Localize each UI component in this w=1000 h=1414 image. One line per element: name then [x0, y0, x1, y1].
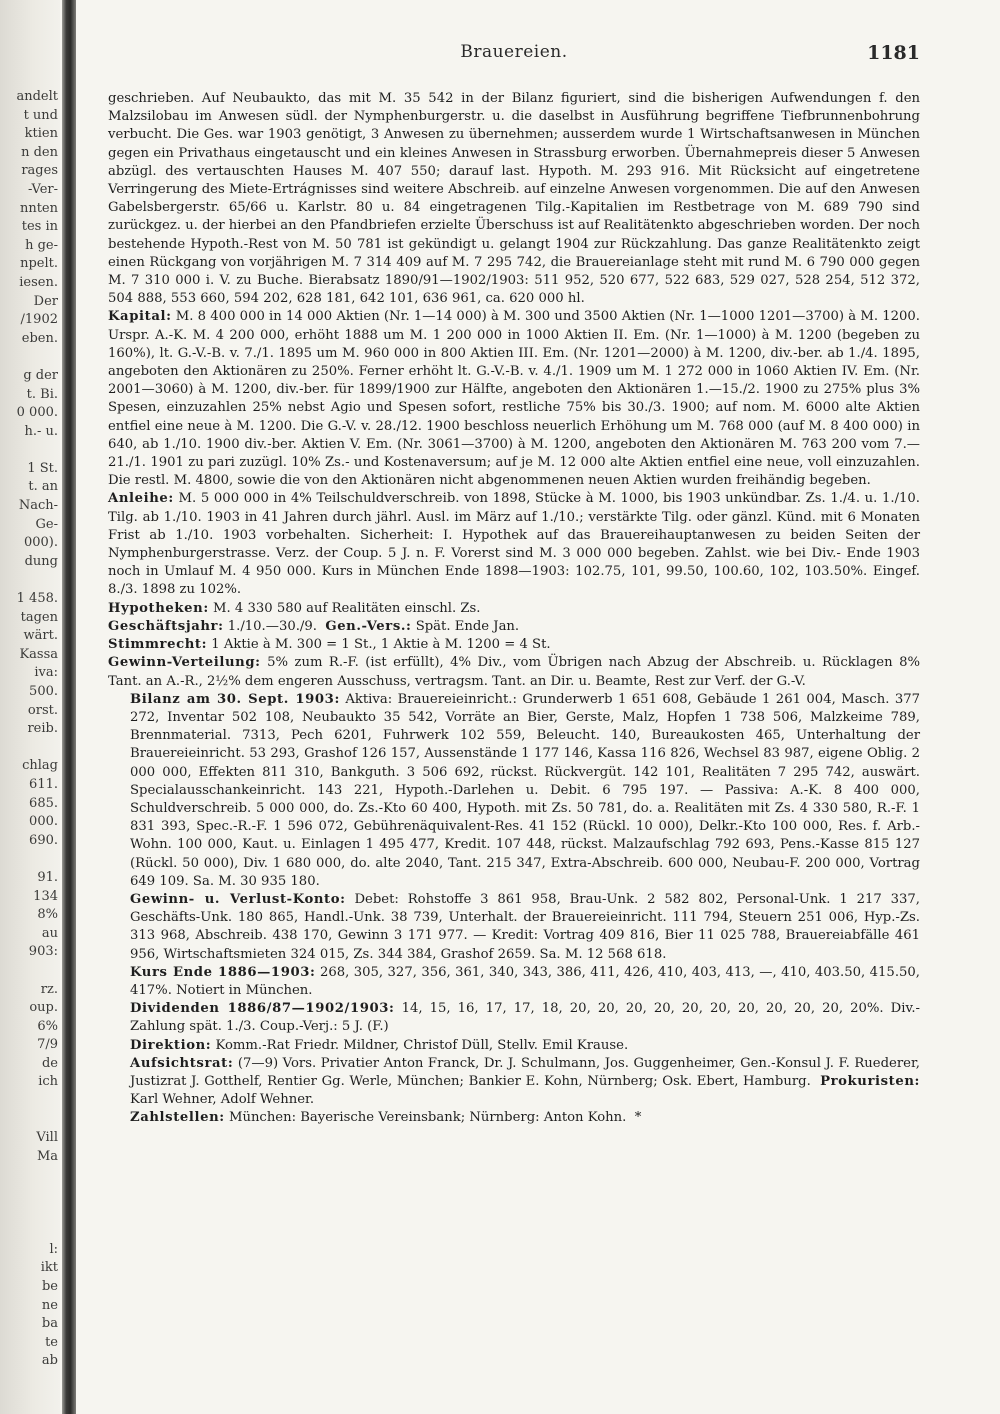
zahlstellen-label: Zahlstellen: [130, 1110, 225, 1126]
previous-page-fragment [0, 1092, 58, 1111]
dividenden-text: 14, 15, 16, 17, 17, 18, 20, 20, 20, 20, 20, 20, 20, 20, 20, 20, 20%. Div.-Zahlung spät. 1./3. Coup.-Verj.: 5 J. (F.) [130, 1001, 920, 1035]
stimmrecht-section [108, 636, 920, 654]
direktion-section [108, 1037, 920, 1055]
hypotheken-text: M. 4 330 580 auf Realitäten einschl. Zs. [208, 600, 481, 616]
previous-page-fragment: Ge- [35, 516, 58, 532]
previous-page-fragment: l: [49, 1241, 58, 1257]
bilanz-section [108, 691, 920, 891]
previous-page-fragment: npelt. [20, 256, 58, 272]
previous-page-fragment [0, 962, 58, 981]
previous-page-fragment [0, 1111, 58, 1130]
gewinn-verteilung-label: Gewinn-Verteilung: [108, 655, 261, 671]
previous-page-fragment: 0 000. [16, 405, 58, 421]
previous-page-fragment: g der [23, 367, 58, 383]
previous-page-fragment [0, 739, 58, 758]
page-number: 1181 [867, 42, 920, 64]
hypotheken-section [108, 600, 920, 618]
previous-page-fragment: ktien [24, 126, 58, 142]
aufsichtsrat-text: (7—9) Vors. Privatier Anton Franck, Dr. J. Schulmann, Jos. Guggenheimer, Gen.-Konsul J. F. Ruederer, Justizrat J. Gotthelf, Rentier Gg. Werle, München; Bankier E. Kohn, Nürnberg; Osk. Ebert, Hamburg. [130, 1055, 920, 1089]
previous-page-fragment: te [45, 1334, 58, 1350]
previous-page-fragment: Vill [36, 1130, 58, 1146]
bilanz-label: Bilanz am 30. Sept. 1903: [130, 691, 340, 707]
previous-page-fragment [0, 1222, 58, 1241]
previous-page-fragment: t. an [28, 479, 58, 495]
prokuristen-label: Prokuristen: [820, 1073, 920, 1089]
previous-page-fragment: h.- u. [24, 423, 58, 439]
previous-page-fragment: h ge- [25, 237, 58, 253]
dividenden-label: Dividenden 1886/87—1902/1903: [130, 1001, 395, 1017]
previous-page-fragment: 91. [37, 869, 58, 885]
previous-page-fragment [0, 571, 58, 590]
previous-page-fragment: 000). [23, 535, 58, 551]
genvers-label: Gen.-Vers.: [325, 618, 412, 634]
previous-page-fragment: chlag [22, 758, 58, 774]
geschaeftsjahr-label: Geschäftsjahr: [108, 618, 224, 634]
zahlstellen-section [108, 1109, 920, 1127]
bilanz-text: Aktiva: Brauereieinricht.: Grunderwerb 1 651 608, Gebäude 1 261 004, Masch. 377 272, Inventar 502 108, Neubaukto 35 542, Vorräte an Bier, Gerste, Malz, Hopfen 1 738 506, Malzkeime 789, Brennmaterial. 7313, Pech 6201, Fuhrwerk 102 559, Beleucht. 140, Bureaukosten 465, Unterhaltung der Brauereieinricht. 53 293, Grashof 126 157, Aussenstände 1 177 146, Kassa 116 826, Wechsel 83 987, eigene Oblig. 2 000 000, Effekten 811 310, Bankguth. 3 506 692, rückst. Rückvergüt. 142 101, Realitäten 7 295 742, auswärt. Specialausschankeinricht. 143 221, Hypoth.-Darlehen u. Debit. 6 795 197. — Passiva: A.-K. 8 400 000, Schuldverschreib. 5 000 000, do. Zs.-Kto 60 400, Hypoth. mit Zs. 50 781, do. a. Realitäten mit Zs. 4 330 580, R.-F. 1 831 393, Spec.-R.-F. 1 596 072, Gebührenäquivalent-Res. 41 152 (Rückl. 10 000), Delkr.-Kto 100 000, Res. f. Arb.-Wohn. 100 000, Kaut. u. Einlagen 1 495 477, Kredit. 107 448, rückst. Malzaufschlag 792 693, Pens.-Kasse 815 127 (Rückl. 50 000), Div. 1 680 000, do. alte 2040, Tant. 215 347, Extra-Abschreib. 600 000, Neubau-F. 200 000, Vortrag 649 109. Sa. M. 30 935 180. [130, 691, 921, 889]
genvers-text: Spät. Ende Jan. [411, 618, 520, 634]
book-spine-shadow [62, 0, 76, 1414]
gewinn-verteilung-text: 5% zum R.-F. (ist erfüllt), 4% Div., vom Übrigen nach Abzug der Abschreib. u. Rücklagen 8% Tant. an A.-R., 2½% dem engeren Ausschuss, vertragsm. Tant. an Dir. u. Beamte, Rest zur Verf. der G.-V. [108, 655, 920, 689]
previous-page-fragment: 690. [29, 832, 58, 848]
previous-page-fragment: orst. [27, 702, 58, 718]
previous-page-fragment: 134 [33, 888, 58, 904]
gewinn-verlust-label: Gewinn- u. Verlust-Konto: [130, 891, 346, 907]
previous-page-fragment: nnten [19, 200, 58, 216]
previous-page-fragment: Kassa [19, 646, 58, 662]
gewinn-verlust-section [108, 891, 920, 964]
previous-page-fragment [0, 1185, 58, 1204]
previous-page-fragment: 903: [28, 944, 58, 960]
kapital-label: Kapital: [108, 309, 172, 325]
hypotheken-label: Hypotheken: [108, 600, 209, 616]
gewinn-verlust-text: Debet: Rohstoffe 3 861 958, Brau-Unk. 2 582 802, Personal-Unk. 1 217 337, Geschäfts-Unk. 180 865, Handl.-Unk. 38 739, Unterhalt. der Brauereieinricht. 111 794, Steuern 251 006, Hyp.-Zs. 313 968, Abschreib. 438 170, Gewinn 3 171 977. — Kredit: Vortrag 409 816, Bier 11 025 788, Brauereiabfälle 461 956, Wirtschaftsmieten 324 015, Zs. 344 384, Grashof 2659. Sa. M. 12 568 618. [130, 891, 920, 962]
previous-page-fragment: de [41, 1055, 58, 1071]
previous-page-fragment: iva: [34, 665, 58, 681]
intro-paragraph: geschrieben. Auf Neubaukto, das mit M. 35 542 in der Bilanz figuriert, sind die bisherigen Aufwendungen f. den Malzsilobau im Anwesen südl. der Nymphenburgerstr. u. die daselbst in Ausführung begriffene Tiefbrunnenbohrung verbucht. Die Ges. war 1903 genötigt, 3 Anwesen zu übernehmen; ausserdem wurde 1 Wirtschaftsanwesen in München gegen ein Privathaus eingetauscht und ein kleines Anwesen in Strassburg erworben. Übernahmepreis dieser 5 Anwesen abzügl. des vertauschten Hauses M. 407 550; darauf last. Hypoth. M. 293 916. Mit Rücksicht auf eingetretene Verringerung des Miete-Ertrágnisses sind weitere Abschreib. auf einzelne Anwesen vorgenommen. Die auf den Anwesen Gabelsbergerstr. 65/66 u. Karlstr. 80 u. 84 eingetragenen Tilg.-Kapitalien im Restbetrage von M. 689 790 sind zurückgez. u. der hierbei an den Pfandbriefen erzielte Überschuss ist auf Realitätenkto abgeschrieben worden. Der noch bestehende Hypoth.-Rest von M. 50 781 ist gekündigt u. gelangt 1904 zur Rückzahlung. Das ganze Realitätenkto zeigt einen Rückgang von vorjährigen M. 7 314 409 auf M. 7 295 742, die Brauereianlage steht mit rund M. 6 790 000 gegen M. 7 310 000 i. V. zu Buche. Bierabsatz 1890/91—1902/1903: 511 952, 520 677, 522 683, 529 027, 528 254, 512 372, 504 888, 553 660, 594 202, 628 181, 642 101, 636 961, ca. 620 000 hl. [108, 91, 920, 307]
previous-page-fragment [0, 1166, 58, 1185]
previous-page-fragment: au [41, 925, 58, 941]
direktion-label: Direktion: [130, 1037, 212, 1053]
previous-page-fragment [0, 1204, 58, 1223]
previous-page-fragment: 8% [37, 907, 58, 923]
page-header [108, 42, 920, 68]
previous-page-fragment: 611. [29, 776, 58, 792]
kapital-text: M. 8 400 000 in 14 000 Aktien (Nr. 1—14 000) à M. 300 und 3500 Aktien (Nr. 1—1000 1201—3700) à M. 1200. Urspr. A.-K. M. 4 200 000, erhöht 1888 um M. 1 200 000 in 1000 Aktien II. Em. (Nr. 1—1000) à M. 1200 (begeben zu 160%), lt. G.-V.-B. v. 7./1. 1895 um M. 960 000 in 800 Aktien III. Em. (Nr. 1201—2000) à M. 1200, div.-ber. ab 1./4. 1895, angeboten den Aktionären zu 250%. Ferner erhöht lt. G.-V.-B. v. 4./1. 1909 um M. 1 272 000 in 1060 Aktien IV. Em. (Nr. 2001—3060) à M. 1200, div.-ber. für 1899/1900 zur Hälfte, angeboten den Aktionären 1.—15./2. 1900 zu 275% plus 3% Spesen, einzuzahlen 25% nebst Agio und Spesen sofort, restliche 75% bis 30./3. 1900; auf nom. M. 6000 alte Aktien entfiel eine neue à M. 1200. Die G.-V. v. 28./12. 1900 beschloss neuerlich Erhöhung um M. 768 000 (auf M. 8 400 000) in 640, ab 1./10. 1900 div.-ber. Aktien V. Em. (Nr. 3061—3700) à M. 1200, angeboten den Aktionären M. 763 200 vom 7.—21./1. 1901 zu pari zuzügl. 10% Zs.- und Kostenaversum; auf je M. 12 000 alte Aktien entfiel eine neue, voll einzuzahlen. Die restl. M. 4800, sowie die von den Aktionären nicht abgenommenen neuen Aktien wurden freihändig begeben. [108, 309, 920, 489]
aufsichtsrat-section [108, 1055, 920, 1110]
previous-page-fragment: 7/9 [37, 1037, 58, 1053]
previous-page-fragment: tagen [20, 609, 58, 625]
previous-page-fragment: ne [41, 1297, 58, 1313]
kurs-label: Kurs Ende 1886—1903: [130, 964, 316, 980]
anleihe-section [108, 490, 920, 599]
anleihe-label: Anleihe: [108, 491, 174, 507]
zahlstellen-text: München: Bayerische Vereinsbank; Nürnberg: Anton Kohn. [224, 1110, 627, 1126]
previous-page-fragment: -Ver- [28, 181, 58, 197]
previous-page-fragment: oup. [29, 1000, 58, 1016]
geschaeftsjahr-text: 1./10.—30./9. [223, 618, 317, 634]
previous-page-fragment [0, 850, 58, 869]
previous-page-fragment: iesen. [19, 274, 58, 290]
stimmrecht-text: 1 Aktie à M. 300 = 1 St., 1 Aktie à M. 1200 = 4 St. [207, 637, 551, 653]
previous-page-fragment: rz. [40, 981, 58, 997]
previous-page-fragment: tes in [21, 219, 58, 235]
previous-page-fragments [0, 88, 58, 1371]
previous-page-fragment: 1 458. [16, 591, 58, 607]
anleihe-text: M. 5 000 000 in 4% Teilschuldverschreib. von 1898, Stücke à M. 1000, bis 1903 unkündbar. Zs. 1./4. u. 1./10. Tilg. ab 1./10. 1903 in 41 Jahren durch jährl. Ausl. im März auf 1./10.; verstärkte Tilg. oder gänzl. Künd. mit 6 Monaten Frist ab 1./10. 1903 vorbehalten. Sicherheit: I. Hypothek auf das Brauereihauptanwesen zu beiden Seiten der Nymphenburgerstrasse. Verz. der Coup. 5 J. n. F. Vorerst sind M. 3 000 000 begeben. Zahlst. wie bei Div.- Ende 1903 noch in Umlauf M. 4 950 000. Kurs in München Ende 1898—1903: 102.75, 101, 99.50, 100.60, 102, 103.50%. Eingef. 8./3. 1898 zu 102%. [108, 491, 920, 598]
running-title: Brauereien. [460, 42, 568, 62]
previous-page-fragment: Der [33, 293, 58, 309]
previous-page-fragment: 500. [29, 684, 58, 699]
previous-page-fragment: 6% [37, 1018, 58, 1034]
previous-page-fragment: Ma [36, 1148, 58, 1164]
end-mark: * [634, 1110, 642, 1126]
kapital-section [108, 308, 920, 490]
previous-page-fragment: andelt [16, 89, 58, 104]
previous-page-fragment: /1902 [20, 312, 58, 328]
direktion-text: Komm.-Rat Friedr. Mildner, Christof Düll, Stellv. Emil Krause. [211, 1037, 629, 1053]
page-body [108, 90, 920, 1128]
previous-page-fragment: ba [41, 1316, 58, 1332]
previous-page-fragment: 000. [29, 814, 58, 830]
previous-page-fragment: eben. [21, 330, 58, 346]
previous-page-fragment: 1 St. [27, 460, 58, 476]
previous-page-fragment: Nach- [18, 498, 58, 514]
previous-page-fragment: wärt. [23, 628, 58, 644]
kurs-section [108, 964, 920, 1000]
gewinn-verteilung-section [108, 654, 920, 690]
previous-page-fragment [0, 441, 58, 460]
previous-page-fragment: rages [21, 163, 58, 179]
previous-page-fragment: dung [24, 553, 58, 569]
geschaeftsjahr-section [108, 618, 920, 636]
previous-page-fragment: 685. [29, 795, 58, 811]
dividenden-section [108, 1000, 920, 1036]
kurs-text: 268, 305, 327, 356, 361, 340, 343, 386, 411, 426, 410, 403, 413, —, 410, 403.50, 415.50, 417%. Notiert in München. [130, 964, 920, 998]
previous-page-fragment: reib. [27, 721, 58, 737]
previous-page-fragment: be [41, 1279, 58, 1294]
previous-page-fragment: ich [38, 1074, 58, 1090]
previous-page-fragment: ab [41, 1353, 58, 1369]
previous-page-fragment: t und [23, 107, 58, 123]
stimmrecht-label: Stimmrecht: [108, 637, 208, 653]
previous-page-fragment: t. Bi. [26, 386, 58, 402]
previous-page-fragment: n den [21, 144, 58, 160]
prokuristen-text: Karl Wehner, Adolf Wehner. [130, 1092, 315, 1108]
previous-page-fragment [0, 348, 58, 367]
previous-page-fragment: ikt [40, 1260, 58, 1276]
aufsichtsrat-label: Aufsichtsrat: [130, 1055, 234, 1071]
